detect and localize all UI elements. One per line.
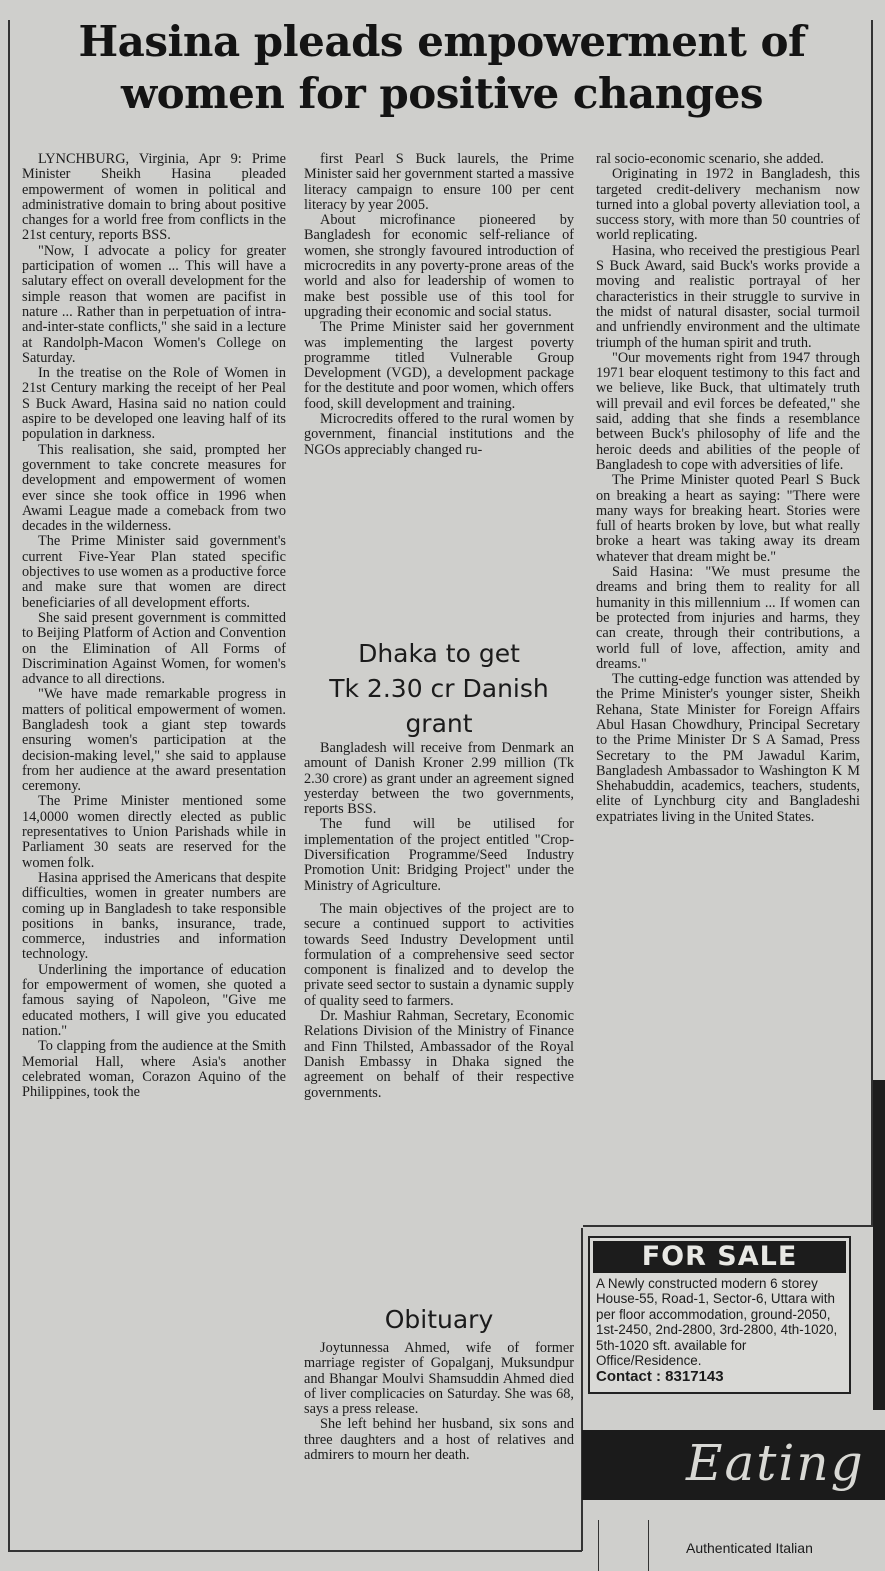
for-sale-body: A Newly constructed modern 6 storey House-55, Road-1, Sector-6, Uttara with per floor accommodation, ground-2050, 1st-2450, 2nd-2800, 3rd-2800, 4th-1020, 5th-1020 sft. available for Office/Residence. — [596, 1276, 838, 1369]
eating-banner-text: Eating — [686, 1434, 865, 1492]
danish-headline — [304, 636, 574, 741]
column-rule-2 — [581, 1228, 583, 1551]
headline-line-1: Hasina pleads empowerment of — [78, 17, 806, 66]
article-paragraph: About microfinance pioneered by Bangladesh for economic self-reliance of women, she strongly favoured introduction of microcredits in any poverty-prone areas of the world and also for leadership of women to make best possible use of this tool for upgrading their economic and social status. — [304, 212, 574, 320]
article-paragraph: LYNCHBURG, Virginia, Apr 9: Prime Minister Sheikh Hasina pleaded empowerment of women in political and administrative domain to bring about positive changes for a world free from conflicts in the 21st century, reports BSS. — [22, 152, 286, 244]
article-paragraph: To clapping from the audience at the Smith Memorial Hall, where Asia's another celebrated woman, Corazon Aquino of the Philippines, took the — [22, 1038, 286, 1101]
left-border-rule — [8, 20, 10, 1550]
obituary-headline: Obituary — [384, 1305, 494, 1334]
danish-grant-story — [304, 636, 574, 1290]
obituary-paragraph: Joytunnessa Ahmed, wife of former marriage register of Gopalganj, Muksundpur and Bhangar Moulvi Shamsuddin Ahmed died of liver complicacies on Saturday. She was 68, says a press release. — [304, 1340, 574, 1418]
danish-paragraph: Bangladesh will receive from Denmark an amount of Danish Kroner 2.99 million (Tk 2.30 crore) as grant under an agreement signed yesterday between the two governments, reports BSS. — [304, 740, 574, 818]
article-paragraph: Originating in 1972 in Bangladesh, this targeted credit-delivery mechanism now turned into a global poverty alleviation tool, a success story, with more than 50 countries of world replicating. — [596, 166, 860, 244]
danish-headline-line-2: Tk 2.30 cr Danish — [329, 674, 549, 703]
article-paragraph: "Now, I advocate a policy for greater participation of women ... This will have a salutary effect on overall development for the simple reason that women are pacifist in nature ... Rather than in perpetuation of intra-and-inter-state conflicts," she said in a lecture at Randolph-Macon Women's College on Saturday. — [22, 242, 286, 366]
article-paragraph: "Our movements right from 1947 through 1971 bear eloquent testimony to this fact and we believe, like Buck, that ultimately truth will prevail and evil forces be defeated," she said, adding that she finds a resemblance between Buck's philosophy of life and the heroic deeds and abilities of the people of Bangladesh to cope with adversities of life. — [596, 349, 860, 473]
danish-paragraph: The fund will be utilised for implementation of the project entitled "Crop-Diversification Programme/Seed Industry Promotion Unit: Bridging Project" under the Ministry of Agriculture. — [304, 816, 574, 894]
article-column-3 — [596, 152, 860, 1220]
obituary-paragraph: She left behind her husband, six sons and three daughters and a host of relatives and admirers to mourn her death. — [304, 1416, 574, 1464]
article-paragraph: Hasina apprised the Americans that despite difficulties, women in greater numbers are coming up in Bangladesh to take responsible positions in banks, insurance, trade, commerce, industries and information technology. — [22, 869, 286, 963]
article-paragraph: This realisation, she said, prompted her government to take concrete measures for development and empowerment of women ever since she took office in 1996 when Awami League made a comeback from two decades in the wilderness. — [22, 441, 286, 535]
article-paragraph: Microcredits offered to the rural women by government, financial institutions and the NGOs appreciably changed ru- — [304, 411, 574, 458]
article-paragraph: The cutting-edge function was attended by the Prime Minister's younger sister, Sheikh Rehana, State Minister for Foreign Affairs Abul Hasan Chowdhury, Principal Secretary to the Prime Minister Dr S A Samad, Press Secretary to the PM Jawadul Karim, Bangladesh Ambassador to Washington K M Shehabuddin, academics, teachers, students, elite of Lynchburg city and Bangladeshi expatriates living in the United States. — [596, 671, 860, 825]
headline-line-2: women for positive changes — [121, 69, 763, 118]
article-paragraph: The Prime Minister quoted Pearl S Buck on breaking a heart as saying: "There were many ways for breaking heart. Stories were full of hearts broken by love, but what really broke a heart was taking away its dream whatever that dream might be." — [596, 472, 860, 565]
article-paragraph: Said Hasina: "We must presume the dreams and bring them to reality for all humanity in this millennium ... If women can be protected from injuries and harms, they can create, through their contributions, a world full of love, affection, amity and dreams." — [596, 564, 860, 672]
for-sale-title: FOR SALE — [593, 1241, 846, 1273]
eating-banner-ad — [582, 1430, 885, 1500]
bottom-rule — [8, 1550, 582, 1552]
italian-ad-strip: Authenticated Italian — [686, 1540, 813, 1556]
right-border-rule — [871, 20, 873, 1225]
main-headline — [14, 16, 870, 120]
ad-strip-rule — [648, 1520, 649, 1571]
article-column-1 — [22, 152, 286, 1540]
article-column-2 — [304, 152, 574, 620]
article-paragraph: ral socio-economic scenario, she added. — [596, 152, 824, 167]
article-paragraph: Hasina, who received the prestigious Pearl S Buck Award, said Buck's works provide a moving and realistic portrayal of her characteristics in their struggle to survive in the midst of natural disaster, social turmoil and unfriendly environment and the ultimate triumph of the human spirit and truth. — [596, 242, 860, 351]
article-paragraph: She said present government is committed to Beijing Platform of Action and Convention on the Elimination of All Forms of Discrimination Against Women, for women's advance to all directions. — [22, 609, 286, 688]
article-paragraph: The Prime Minister mentioned some 14,0000 women directly elected as public representatives to Union Parishads while in Parliament 30 seats are reserved for the women folk. — [22, 793, 286, 871]
ad-strip-rule — [598, 1520, 599, 1571]
article-paragraph: The Prime Minister said her government was implementing the largest poverty programme titled Vulnerable Group Development (VGD), a development package for the destitute and poor women, which offers food, skill development and training. — [304, 319, 574, 412]
section-rule — [583, 1225, 873, 1227]
for-sale-contact: Contact : 8317143 — [596, 1368, 724, 1386]
danish-headline-line-3: grant — [405, 709, 473, 738]
article-paragraph: Underlining the importance of education for empowerment of women, she quoted a famous saying of Napoleon, "Give me educated mothers, I will give you educated nation." — [22, 961, 286, 1039]
for-sale-ad — [588, 1236, 851, 1394]
article-paragraph: In the treatise on the Role of Women in 21st Century marking the receipt of her Peal S Buck Award, Hasina said no nation could aspire to be developed one leaving half of its population in darkness. — [22, 365, 286, 443]
article-paragraph: "We have made remarkable progress in matters of political empowerment of women. Bangladesh took a giant step towards ensuring women's participation at the decision-making level," she said to applause from her audience at the award presentation ceremony. — [22, 686, 286, 795]
danish-paragraph: The main objectives of the project are to secure a continued support to activities towards Seed Industry Development until formulation of a comprehensive seed sector component is finalized and to develop the private seed sector to sustain a dynamic supply of quality seed to farmers. — [304, 900, 574, 1009]
article-paragraph: first Pearl S Buck laurels, the Prime Minister said her government started a massive literacy campaign to ensure 100 per cent literacy by year 2005. — [304, 152, 574, 213]
danish-paragraph: Dr. Mashiur Rahman, Secretary, Economic Relations Division of the Ministry of Finance and Finn Thilsted, Ambassador of the Royal Danish Embassy in Dhaka signed the agreement on behalf of their respective governments. — [304, 1008, 574, 1101]
cropped-ad-block — [873, 1080, 885, 1410]
obituary-story — [304, 1302, 574, 1542]
article-paragraph: The Prime Minister said government's current Five-Year Plan stated specific objectives to use women as a productive force and make sure that women are direct beneficiaries of all development efforts. — [22, 533, 286, 611]
danish-headline-line-1: Dhaka to get — [358, 639, 520, 668]
